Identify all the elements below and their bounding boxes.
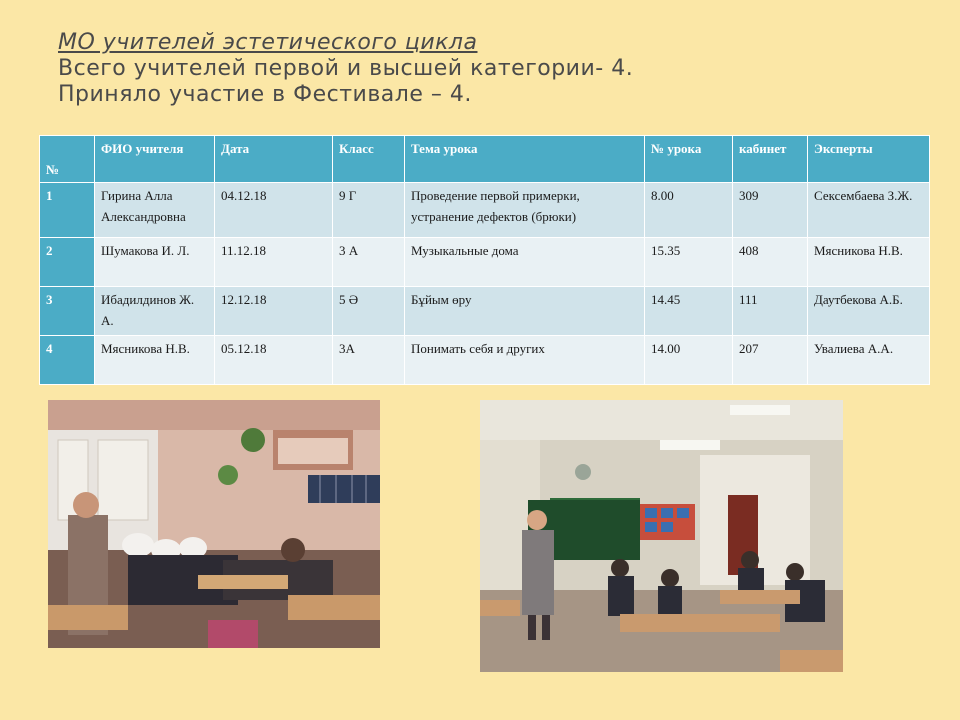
title-line-1: МО учителей эстетического цикла — [58, 30, 478, 55]
table-row — [40, 183, 930, 238]
cell-topic: Понимать себя и других — [405, 336, 645, 385]
header-lesson-num: № урока — [645, 136, 733, 183]
cell-class: 9 Г — [333, 183, 405, 238]
cell-teacher: Ибадилдинов Ж. А. — [95, 287, 215, 336]
header-date: Дата — [215, 136, 333, 183]
cell-lesson-num: 8.00 — [645, 183, 733, 238]
cell-topic: Музыкальные дома — [405, 238, 645, 287]
header-class: Класс — [333, 136, 405, 183]
cell-num: 3 — [40, 287, 95, 336]
cell-num: 1 — [40, 183, 95, 238]
table-row — [40, 287, 930, 336]
classroom-photo-2 — [480, 400, 843, 672]
title-line-2: Всего учителей первой и высшей категории- 4. — [58, 56, 634, 81]
cell-date: 04.12.18 — [215, 183, 333, 238]
cell-room: 207 — [733, 336, 808, 385]
cell-num: 4 — [40, 336, 95, 385]
cell-date: 12.12.18 — [215, 287, 333, 336]
header-experts: Эксперты — [808, 136, 930, 183]
header-room: кабинет — [733, 136, 808, 183]
cell-teacher: Гирина Алла Александровна — [95, 183, 215, 238]
cell-experts: Мясникова Н.В. — [808, 238, 930, 287]
table-row — [40, 238, 930, 287]
header-num: № — [40, 136, 95, 183]
teachers-table — [39, 135, 930, 385]
header-teacher: ФИО учителя — [95, 136, 215, 183]
slide-title — [58, 30, 938, 108]
cell-date: 11.12.18 — [215, 238, 333, 287]
cell-class: 5 Ә — [333, 287, 405, 336]
header-topic: Тема урока — [405, 136, 645, 183]
table-header-row — [40, 136, 930, 183]
cell-date: 05.12.18 — [215, 336, 333, 385]
cell-experts: Увалиева А.А. — [808, 336, 930, 385]
classroom-photo-1 — [48, 400, 380, 648]
cell-topic: Проведение первой примерки, устранение дефектов (брюки) — [405, 183, 645, 238]
cell-room: 408 — [733, 238, 808, 287]
cell-class: 3 А — [333, 238, 405, 287]
table-row — [40, 336, 930, 385]
cell-class: 3А — [333, 336, 405, 385]
title-line-3: Приняло участие в Фестивале – 4. — [58, 82, 472, 107]
cell-lesson-num: 14.00 — [645, 336, 733, 385]
cell-lesson-num: 14.45 — [645, 287, 733, 336]
cell-topic: Бұйым өру — [405, 287, 645, 336]
cell-teacher: Шумакова И. Л. — [95, 238, 215, 287]
cell-room: 309 — [733, 183, 808, 238]
cell-num: 2 — [40, 238, 95, 287]
cell-teacher: Мясникова Н.В. — [95, 336, 215, 385]
cell-room: 111 — [733, 287, 808, 336]
cell-lesson-num: 15.35 — [645, 238, 733, 287]
cell-experts: Сексембаева З.Ж. — [808, 183, 930, 238]
cell-experts: Даутбекова А.Б. — [808, 287, 930, 336]
